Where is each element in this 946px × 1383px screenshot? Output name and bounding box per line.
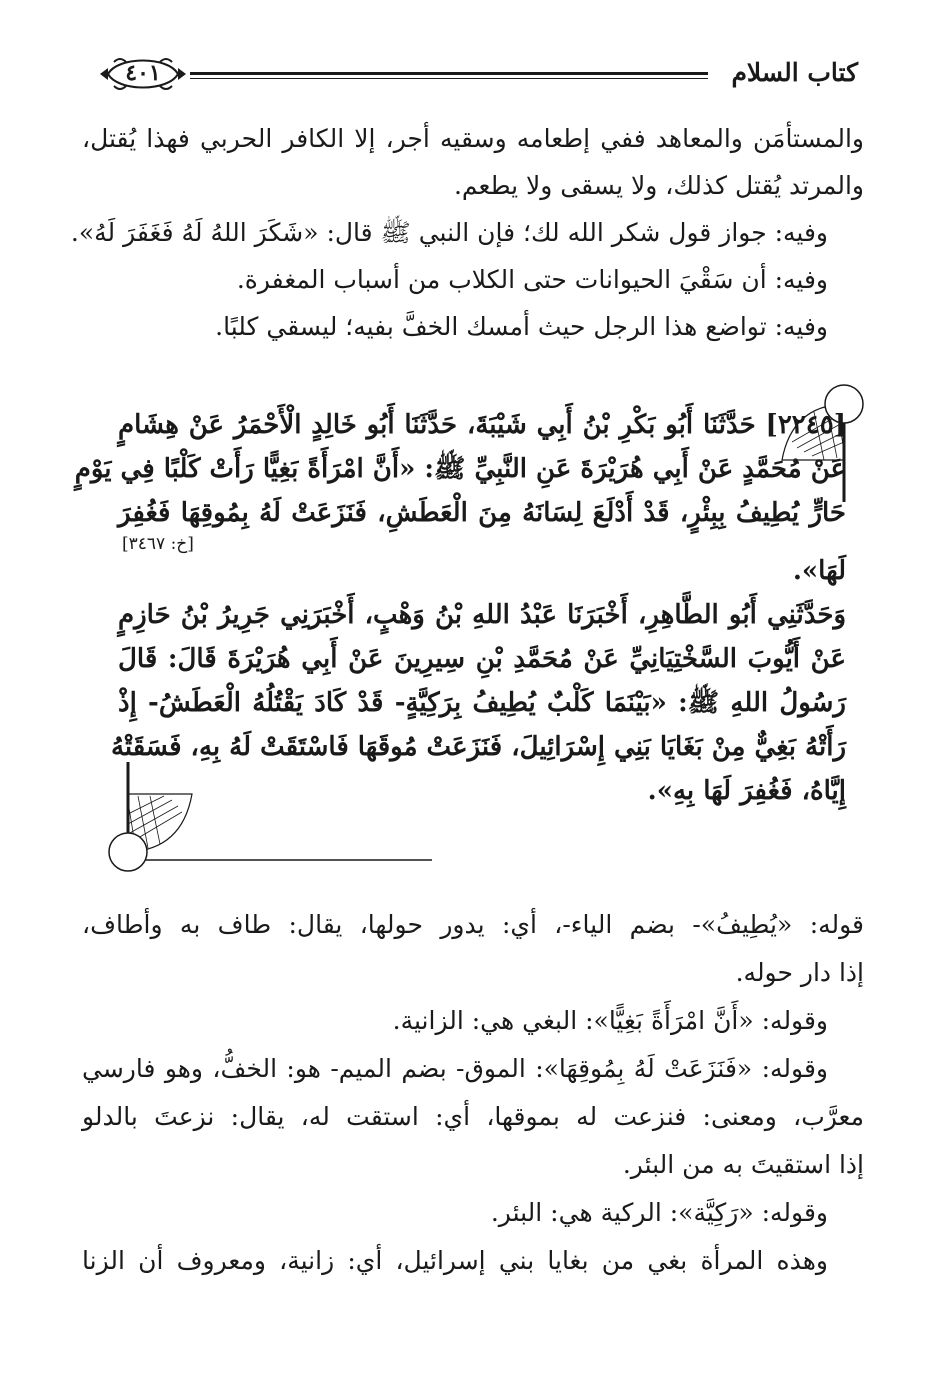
page-header: [90, 52, 858, 100]
hadith-line-text: لَهَا».: [792, 556, 846, 586]
hadith-line: عَنْ أَيُّوبَ السَّخْتِيَانِيِّ عَنْ مُحَمَّدِ بْنِ سِيرِينَ عَنْ أَبِي هُرَيْرَةَ قَالَ: قَالَ: [118, 644, 846, 674]
page-number: ٤٠١: [125, 60, 161, 86]
cross-reference: [خ: ٣٤٦٧]: [122, 534, 194, 554]
intro-commentary: [70, 124, 864, 361]
text-line: وفيه: أن سَقْيَ الحيوانات حتى الكلاب من أسباب المغفرة.: [236, 265, 828, 294]
text-line: إذا دار حوله.: [735, 958, 864, 987]
book-title: كتاب السلام: [731, 58, 858, 87]
text-line: وفيه: جواز قول شكر الله لك؛ فإن النبي ﷺ قال: «شَكَرَ اللهُ لَهُ فَغَفَرَ لَهُ».: [70, 218, 828, 247]
hadith-line: إِيَّاهُ، فَغُفِرَ لَهَا بِهِ».: [647, 776, 846, 806]
hadith-text: [74, 410, 846, 822]
page-number-ornament: [98, 52, 188, 96]
text-line: وقوله: «أَنَّ امْرَأَةً بَغِيًّا»: البغي هي: الزانية.: [392, 1006, 828, 1035]
hadith-line: رَسُولُ اللهِ ﷺ: «بَيْنَمَا كَلْبٌ يُطِيفُ بِرَكِيَّةٍ- قَدْ كَادَ يَقْتُلُهُ الْعَطَشُ- إِذْ: [118, 688, 846, 718]
text-line: وفيه: تواضع هذا الرجل حيث أمسك الخفَّ بفيه؛ ليسقي كلبًا.: [215, 312, 828, 341]
text-line: إذا استقيتَ به من البئر.: [622, 1150, 864, 1179]
text-line: وقوله: «فَنَزَعَتْ لَهُ بِمُوقِهَا»: الموق- بضم الميم- هو: الخفُّ، وهو فارسي: [82, 1054, 828, 1083]
header-rule: [190, 72, 708, 79]
hadith-line: عَنْ مُحَمَّدٍ عَنْ أَبِي هُرَيْرَةَ عَنِ النَّبِيِّ ﷺ: «أَنَّ امْرَأَةً بَغِيًّا رَأَتْ كَلْبًا فِي يَوْمٍ: [74, 454, 846, 484]
text-line: والمرتد يُقتل كذلك، ولا يسقى ولا يطعم.: [453, 171, 864, 200]
hadith-line: رَأَتْهُ بَغِيٌّ مِنْ بَغَايَا بَنِي إِسْرَائِيلَ، فَنَزَعَتْ مُوقَهَا فَاسْتَقَتْ لَهُ بِهِ، فَسَقَتْهُ: [110, 732, 846, 762]
hadith-line: وَحَدَّثَنِي أَبُو الطَّاهِرِ، أَخْبَرَنَا عَبْدُ اللهِ بْنُ وَهْبٍ، أَخْبَرَنِي جَرِيرُ بْنُ حَازِمٍ: [118, 600, 846, 630]
text-line: قوله: «يُطِيفُ»- بضم الياء-، أي: يدور حولها، يقال: طاف به وأطاف،: [82, 910, 864, 939]
hadith-line: [118, 534, 846, 602]
text-line: وقوله: «رَكِيَّة»: الركية هي: البئر.: [490, 1198, 828, 1227]
text-line: وهذه المرأة بغي من بغايا بني إسرائيل، أي: زانية، ومعروف أن الزنا: [82, 1246, 828, 1275]
text-line: والمستأمَن والمعاهد ففي إطعامه وسقيه أجر، إلا الكافر الحربي فهذا يُقتل،: [82, 124, 864, 153]
hadith-commentary: [82, 912, 864, 1296]
hadith-line: حَارٍّ يُطِيفُ بِبِئْرٍ، قَدْ أَدْلَعَ لِسَانَهُ مِنَ الْعَطَشِ، فَنَزَعَتْ لَهُ بِمُوقِهَا فَغُفِرَ: [118, 498, 846, 528]
text-line: معرَّب، ومعنى: فنزعت له بموقها، أي: استقت له، يقال: نزعتَ بالدلو: [82, 1102, 865, 1131]
hadith-line: [٢٢٤٥] حَدَّثَنَا أَبُو بَكْرِ بْنُ أَبِي شَيْبَةَ، حَدَّثَنَا أَبُو خَالِدٍ الْأَحْمَرُ عَنْ هِشَامٍ: [118, 410, 846, 440]
